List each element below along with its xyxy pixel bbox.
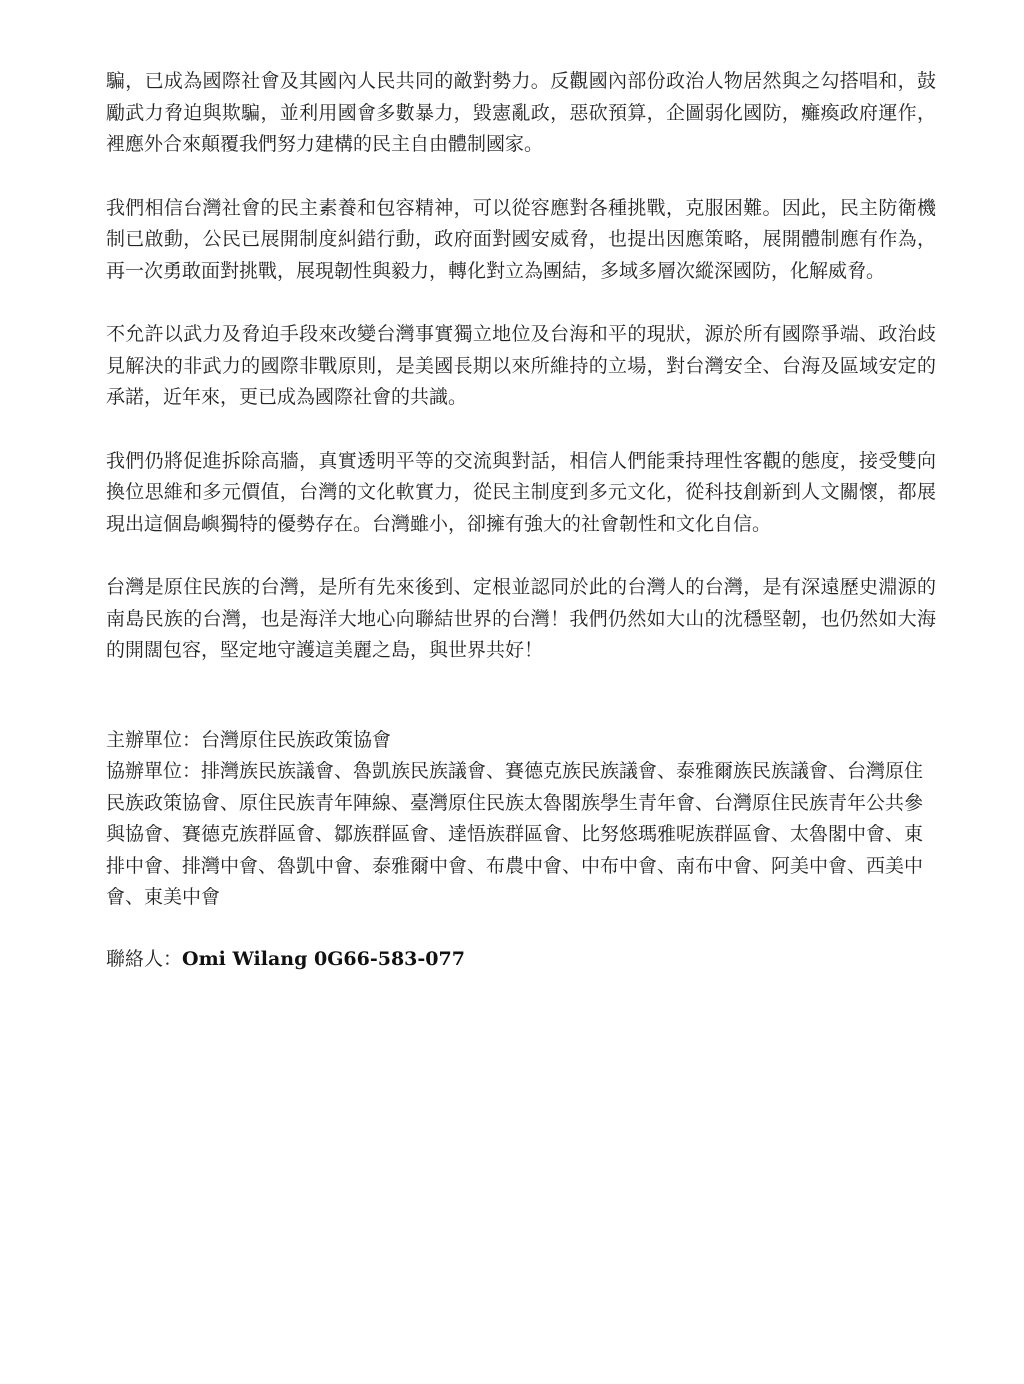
document-body — [106, 66, 936, 975]
co-organizers-line: 協辦單位：排灣族民族議會、魯凱族民族議會、賽德克族民族議會、泰雅爾族民族議會、台灣原住民族政策協會、原住民族青年陣線、臺灣原住民族太魯閣族學生青年會、台灣原住民族青年公共參與協會、賽德克族群區會、鄒族群區會、達悟族群區會、比努悠瑪雅呢族群區會、太魯閣中會、東排中會、排灣中會、魯凱中會、泰雅爾中會、布農中會、中布中會、南布中會、阿美中會、西美中會、東美中會 — [106, 760, 924, 908]
paragraph-2: 我們相信台灣社會的民主素養和包容精神，可以從容應對各種挑戰，克服困難。因此，民主防衛機制已啟動，公民已展開制度糾錯行動，政府面對國安威脅，也提出因應策略，展開體制應有作為，再一次勇敢面對挑戰，展現韌性與毅力，轉化對立為團結，多域多層次縱深國防，化解威脅。 — [106, 196, 936, 282]
contact-line — [106, 944, 936, 976]
paragraph-1: 騙，已成為國際社會及其國內人民共同的敵對勢力。反觀國內部份政治人物居然與之勾搭唱和，鼓勵武力脅迫與欺騙，並利用國會多數暴力，毀憲亂政，惡砍預算，企圖弱化國防，癱瘓政府運作，裡應外合來顛覆我們努力建構的民主自由體制國家。 — [106, 70, 936, 155]
organizer-line: 主辦單位：台灣原住民族政策協會 — [106, 728, 392, 751]
organizers-block — [106, 725, 936, 914]
paragraph-4: 我們仍將促進拆除高牆，真實透明平等的交流與對話，相信人們能秉持理性客觀的態度，接受雙向換位思維和多元價值，台灣的文化軟實力，從民主制度到多元文化，從科技創新到人文關懷，都展現出這個島嶼獨特的優勢存在。台灣雖小，卻擁有強大的社會韌性和文化自信。 — [106, 449, 936, 535]
paragraph-3: 不允許以武力及脅迫手段來改變台灣事實獨立地位及台海和平的現狀，源於所有國際爭端、政治歧見解決的非武力的國際非戰原則，是美國長期以來所維持的立場，對台灣安全、台海及區域安定的承諾，近年來，更已成為國際社會的共識。 — [106, 323, 936, 408]
section-spacer — [106, 699, 936, 725]
contact-label: 聯絡人： — [106, 947, 183, 970]
paragraph-5: 台灣是原住民族的台灣，是所有先來後到、定根並認同於此的台灣人的台灣，是有深遠歷史淵源的南島民族的台灣，也是海洋大地心向聯結世界的台灣！我們仍然如大山的沈穩堅韌，也仍然如大海的開闊包容，堅定地守護這美麗之島，與世界共好！ — [106, 576, 936, 661]
contact-value: Omi Wilang 0G66-583-077 — [182, 947, 465, 970]
